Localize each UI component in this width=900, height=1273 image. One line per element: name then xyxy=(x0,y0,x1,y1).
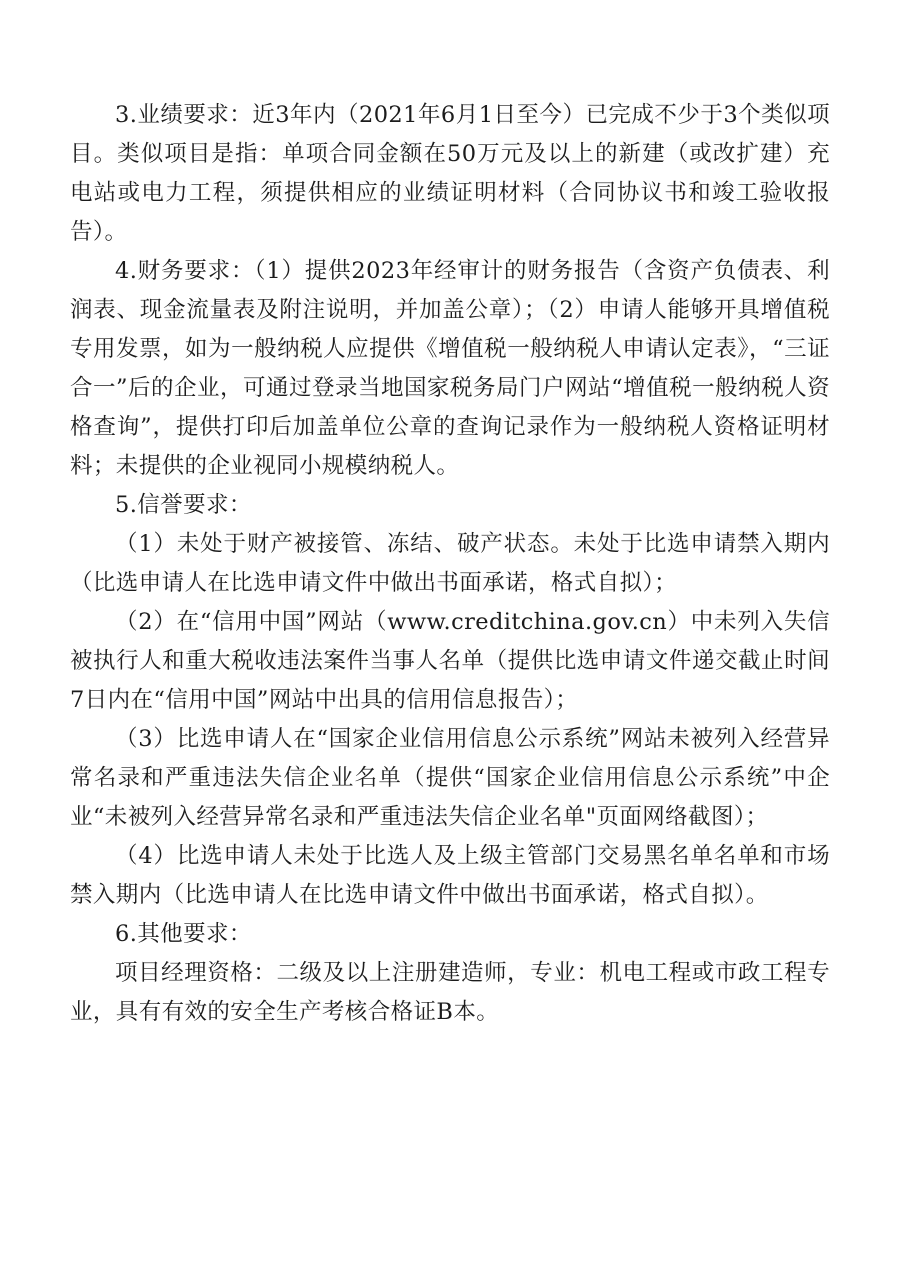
paragraph-performance-requirements: 3.业绩要求：近3年内（2021年6月1日至今）已完成不少于3个类似项目。类似项目是指：单项合同金额在50万元及以上的新建（或改扩建）充电站或电力工程，须提供相应的业绩证明材料（合同协议书和竣工验收报告）。 xyxy=(70,102,830,245)
paragraph-other-requirements-heading: 6.其他要求： xyxy=(115,921,252,947)
paragraph-credit-requirements-heading: 5.信誉要求： xyxy=(115,492,252,518)
paragraph-credit-item-3: （3）比选申请人在“国家企业信用信息公示系统”网站未被列入经营异常名录和严重违法失信企业名单（提供“国家企业信用信息公示系统”中企业“未被列入经营异常名录和严重违法失信企业名单"页面网络截图）； xyxy=(70,726,830,830)
paragraph-credit-item-2: （2）在“信用中国”网站（www.creditchina.gov.cn）中未列入失信被执行人和重大税收违法案件当事人名单（提供比选申请文件递交截止时间7日内在“信用中国”网站中出具的信用信息报告）； xyxy=(70,609,830,713)
paragraph-credit-item-4: （4）比选申请人未处于比选人及上级主管部门交易黑名单名单和市场禁入期内（比选申请人在比选申请文件中做出书面承诺，格式自拟）。 xyxy=(70,843,830,908)
paragraph-project-manager-qualification: 项目经理资格：二级及以上注册建造师，专业：机电工程或市政工程专业，具有有效的安全生产考核合格证B本。 xyxy=(70,960,830,1025)
document-body xyxy=(70,96,830,1032)
paragraph-financial-requirements: 4.财务要求：（1）提供2023年经审计的财务报告（含资产负债表、利润表、现金流量表及附注说明，并加盖公章）；（2）申请人能够开具增值税专用发票，如为一般纳税人应提供《增值税一般纳税人申请认定表》，“三证合一”后的企业，可通过登录当地国家税务局门户网站“增值税一般纳税人资格查询”，提供打印后加盖单位公章的查询记录作为一般纳税人资格证明材料；未提供的企业视同小规模纳税人。 xyxy=(70,258,830,479)
paragraph-credit-item-1: （1）未处于财产被接管、冻结、破产状态。未处于比选申请禁入期内（比选申请人在比选申请文件中做出书面承诺，格式自拟）； xyxy=(70,531,830,596)
